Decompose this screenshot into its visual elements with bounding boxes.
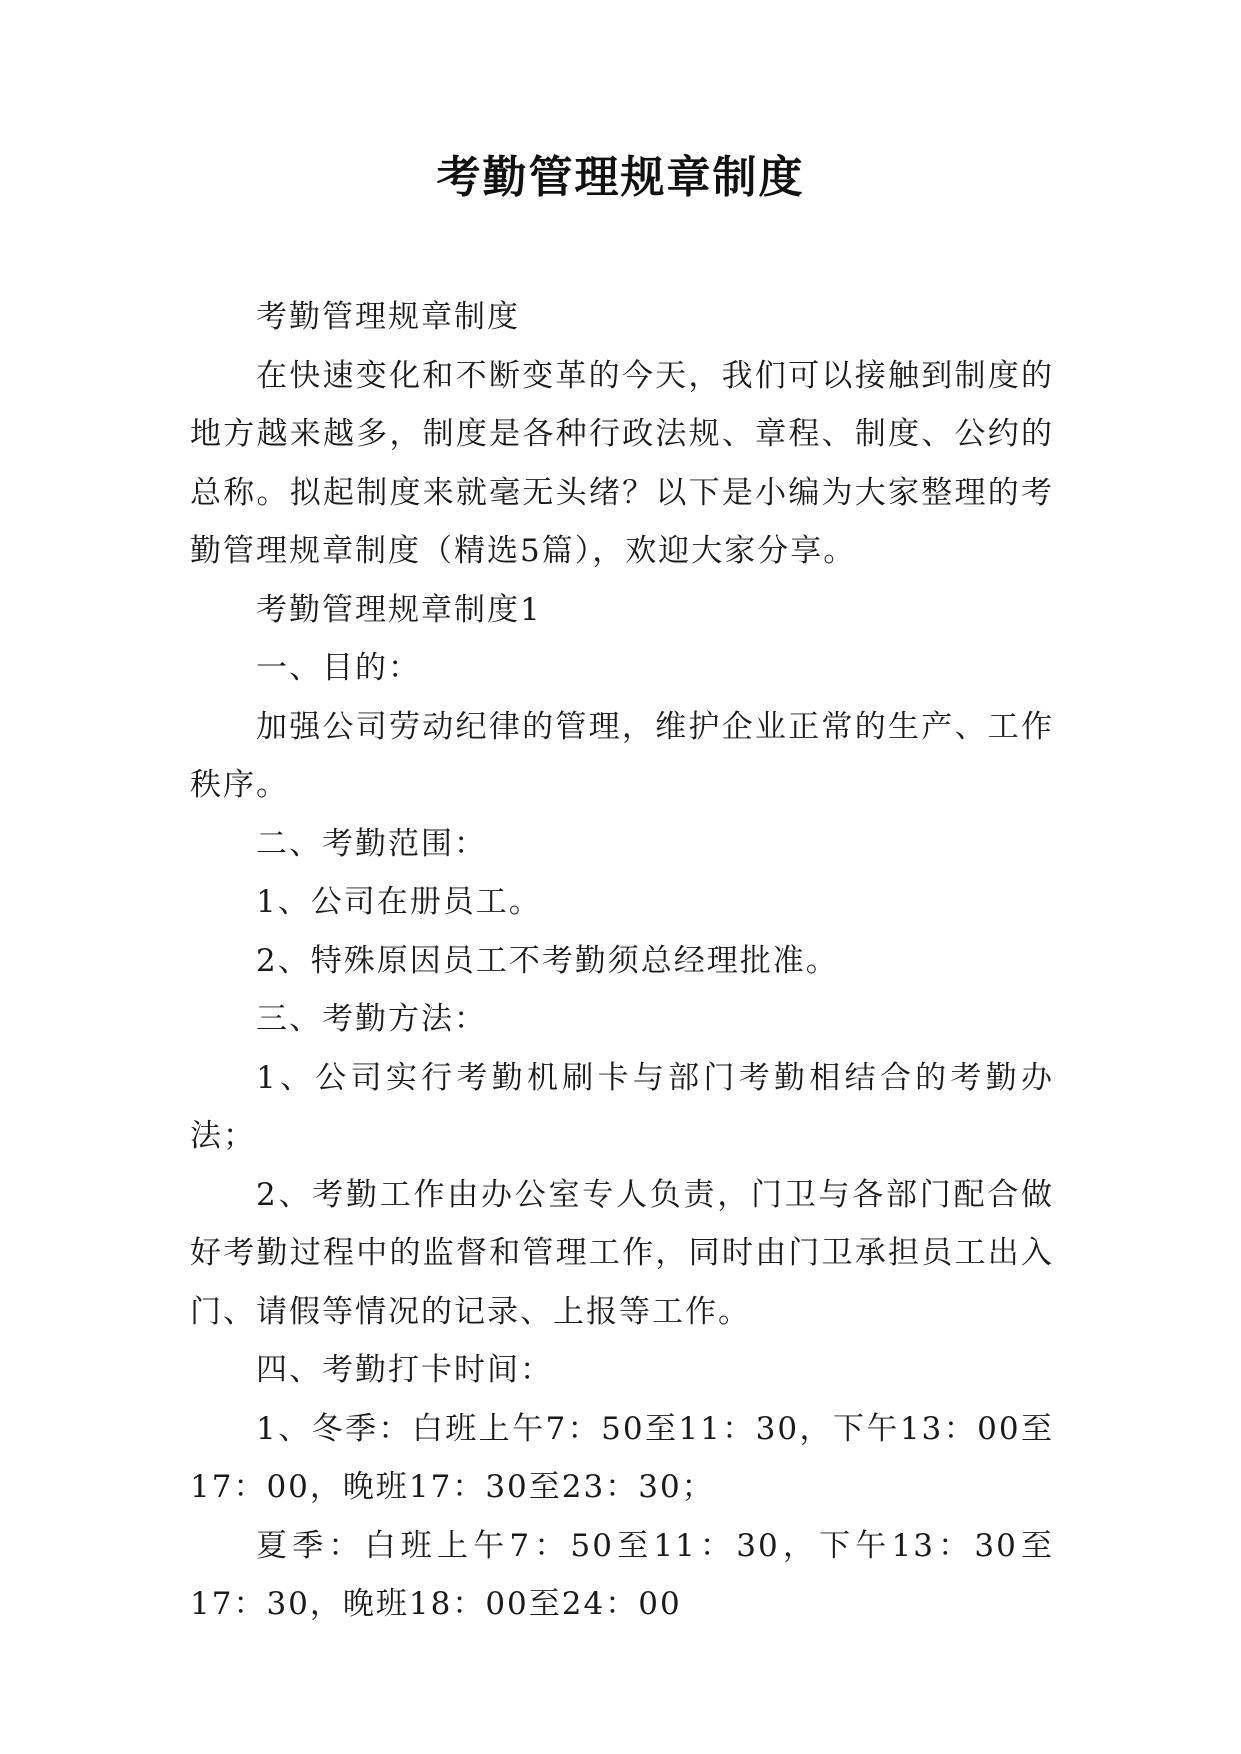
scope-item-1: 1、公司在册员工。 (256, 884, 542, 920)
document-title: 考勤管理规章制度 (436, 152, 805, 203)
paragraph-heading-repeat: 考勤管理规章制度 (256, 299, 520, 335)
document-body (190, 288, 1054, 1634)
clock-times-summer: 夏季：白班上午7：50至11：30，下午13：30至17：30，晚班18：00至24：00 (190, 1527, 1054, 1622)
method-item-1: 1、公司实行考勤机刷卡与部门考勤相结合的考勤办法； (190, 1059, 1054, 1154)
paragraph-intro: 在快速变化和不断变革的今天，我们可以接触到制度的地方越来越多，制度是各种行政法规、章程、制度、公约的总称。拟起制度来就毫无头绪？以下是小编为大家整理的考勤管理规章制度（精选5篇），欢迎大家分享。 (190, 357, 1054, 569)
section-title-1: 考勤管理规章制度1 (256, 591, 542, 628)
heading-scope: 二、考勤范围： (256, 825, 487, 862)
heading-method: 三、考勤方法： (256, 1001, 487, 1037)
clock-times-winter: 1、冬季：白班上午7：50至11：30，下午13：00至17：00，晚班17：30至23：30； (190, 1410, 1054, 1505)
paragraph-purpose: 加强公司劳动纪律的管理，维护企业正常的生产、工作秩序。 (190, 708, 1054, 803)
heading-purpose: 一、目的： (256, 650, 421, 686)
heading-clock-times: 四、考勤打卡时间： (256, 1352, 553, 1388)
method-item-2: 2、考勤工作由办公室专人负责，门卫与各部门配合做好考勤过程中的监督和管理工作，同时由门卫承担员工出入门、请假等情况的记录、上报等工作。 (190, 1176, 1054, 1330)
scope-item-2: 2、特殊原因员工不考勤须总经理批准。 (256, 942, 839, 979)
